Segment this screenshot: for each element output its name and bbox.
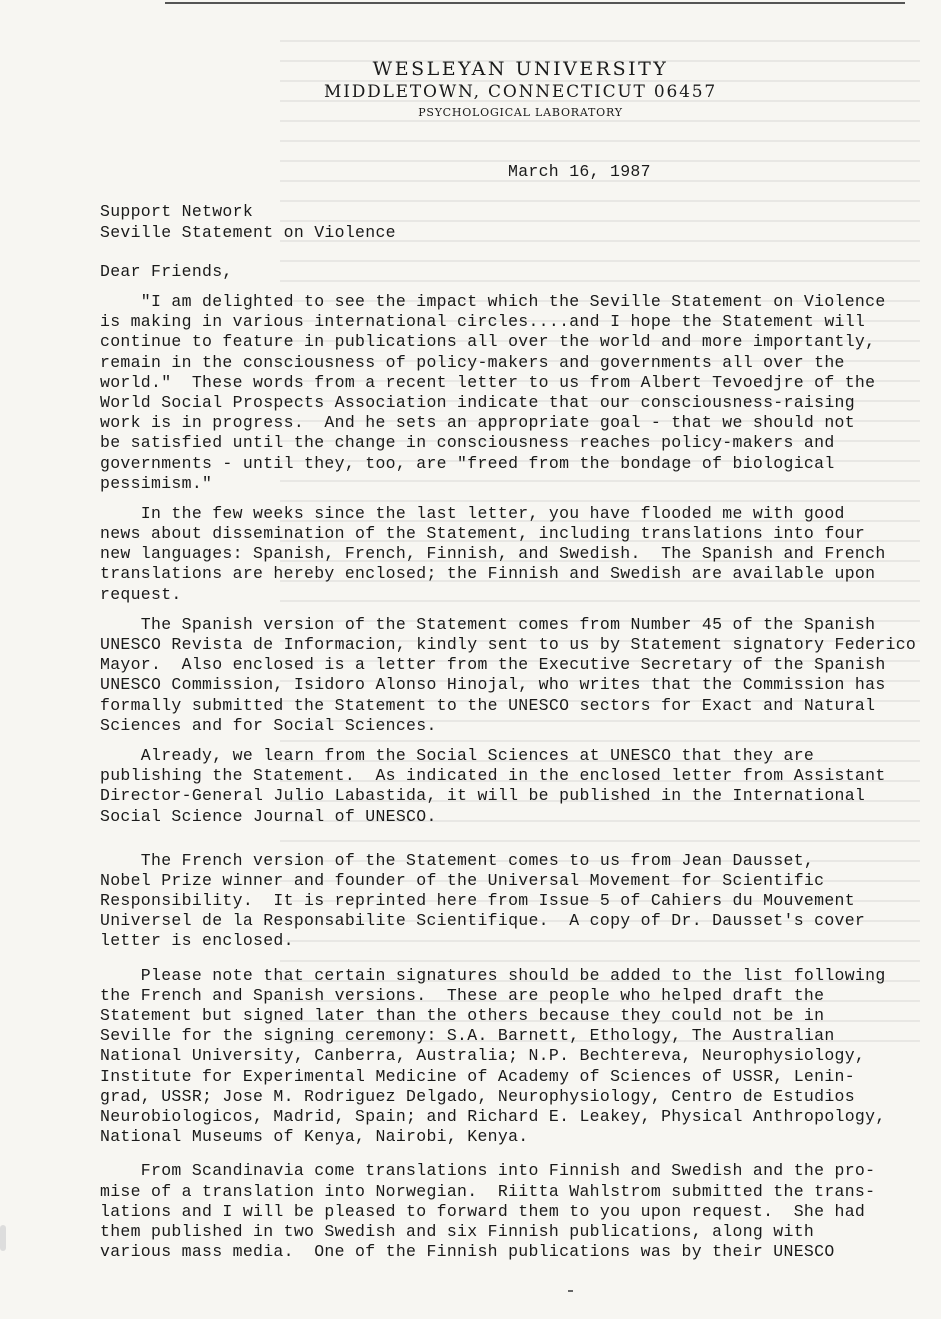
recipient-line-1: Support Network (100, 202, 254, 221)
text-line: formally submitted the Statement to the UNESCO sectors for Exact and Natural (100, 695, 876, 715)
text-line: National Museums of Kenya, Nairobi, Kenya. (100, 1127, 529, 1147)
text-line: governments - until they, too, are "freed from the bondage of biological (100, 453, 835, 473)
paragraph (100, 292, 900, 494)
text-line: Sciences and for Social Sciences. (100, 715, 437, 735)
text-line: Statement but signed later than the others because they could not be in (100, 1006, 825, 1025)
salutation: Dear Friends, (100, 262, 233, 281)
text-line: Institute for Experimental Medicine of Academy of Sciences of USSR, Lenin- (100, 1066, 855, 1086)
text-line: Director-General Julio Labastida, it will be published in the International (100, 786, 866, 806)
text-line: publishing the Statement. As indicated in the enclosed letter from Assistant (100, 766, 886, 786)
text-line: World Social Prospects Association indicate that our consciousness-raising (100, 392, 855, 412)
text-line: translations are hereby enclosed; the Finnish and Swedish are available upon (100, 564, 876, 584)
letterhead-city: MIDDLETOWN, CONNECTICUT 06457 (324, 82, 717, 102)
text-line: various mass media. One of the Finnish publications was by their UNESCO (100, 1242, 835, 1262)
letter-body (100, 292, 917, 1262)
text-line: "I am delighted to see the impact which the Seville Statement on Violence (100, 292, 886, 311)
text-line: continue to feature in publications all over the world and more importantly, (100, 332, 876, 352)
paragraph (100, 1161, 900, 1262)
text-line: grad, USSR; Jose M. Rodriguez Delgado, Neurophysiology, Centro de Estudios (100, 1086, 855, 1106)
letterhead-lab: PSYCHOLOGICAL LABORATORY (418, 106, 623, 119)
text-line: is making in various international circles....and I hope the Statement will (100, 312, 866, 332)
text-line: be satisfied until the change in consciousness reaches policy-makers and (100, 433, 835, 453)
paragraph (100, 614, 917, 736)
paragraph (100, 966, 900, 1148)
binder-hole-mark (0, 1225, 6, 1251)
text-line: Universel de la Responsabilite Scientifique. A copy of Dr. Dausset's cover (100, 911, 866, 931)
paragraph (100, 504, 900, 605)
text-line: From Scandinavia come translations into Finnish and Swedish and the pro- (100, 1161, 876, 1181)
text-line: the French and Spanish versions. These are people who helped draft the (100, 985, 825, 1005)
text-line: National University, Canberra, Australia; N.P. Bechtereva, Neurophysiology, (100, 1046, 866, 1066)
text-line: letter is enclosed. (100, 931, 294, 951)
text-line: world." These words from a recent letter to us from Albert Tevoedjre of the (100, 372, 876, 392)
letterhead-university: WESLEYAN UNIVERSITY (372, 58, 669, 80)
paragraph-gap (100, 605, 900, 615)
text-line: Please note that certain signatures should be added to the list following (100, 965, 886, 985)
text-line: news about dissemination of the Statement, including translations into four (100, 524, 866, 544)
text-line: Mayor. Also enclosed is a letter from the Executive Secretary of the Spanish (100, 655, 886, 675)
paragraph (100, 851, 900, 952)
text-line: UNESCO Revista de Informacion, kindly sent to us by Statement signatory Federico (100, 635, 917, 654)
paragraph-gap (100, 736, 900, 746)
recipient-line-2: Seville Statement on Violence (100, 222, 396, 242)
text-line: remain in the consciousness of policy-makers and governments all over the (100, 352, 845, 372)
text-line: them published in two Swedish and six Finnish publications, along with (100, 1221, 815, 1241)
text-line: lations and I will be pleased to forward them to you upon request. She had (100, 1201, 866, 1221)
text-line: UNESCO Commission, Isidoro Alonso Hinojal, who writes that the Commission has (100, 675, 886, 695)
recipient-block (100, 202, 396, 243)
paragraph-gap (100, 952, 900, 966)
paragraph-gap (100, 494, 900, 504)
text-line: pessimism." (100, 473, 213, 493)
page-mark (568, 1290, 573, 1292)
text-line: The French version of the Statement comes to us from Jean Dausset, (100, 850, 815, 870)
text-line: In the few weeks since the last letter, you have flooded me with good (100, 503, 845, 523)
text-line: Social Science Journal of UNESCO. (100, 806, 437, 826)
text-line: new languages: Spanish, French, Finnish, and Swedish. The Spanish and French (100, 544, 886, 564)
text-line: The Spanish version of the Statement comes from Number 45 of the Spanish (100, 614, 876, 634)
letter-date: March 16, 1987 (508, 162, 651, 181)
paragraph (100, 746, 900, 827)
text-line: mise of a translation into Norwegian. Riitta Wahlstrom submitted the trans- (100, 1181, 876, 1201)
text-line: work is in progress. And he sets an appropriate goal - that we should not (100, 413, 855, 433)
text-line: Nobel Prize winner and founder of the Universal Movement for Scientific (100, 870, 825, 890)
text-line: Responsibility. It is reprinted here from Issue 5 of Cahiers du Mouvement (100, 891, 855, 911)
paragraph-gap (100, 1147, 900, 1161)
paragraph-gap (100, 827, 900, 851)
text-line: Seville for the signing ceremony: S.A. Barnett, Ethology, The Australian (100, 1026, 835, 1046)
top-edge-rule (165, 2, 905, 4)
text-line: Already, we learn from the Social Sciences at UNESCO that they are (100, 745, 815, 765)
text-line: request. (100, 584, 182, 604)
text-line: Neurobiologicos, Madrid, Spain; and Richard E. Leakey, Physical Anthropology, (100, 1106, 886, 1126)
